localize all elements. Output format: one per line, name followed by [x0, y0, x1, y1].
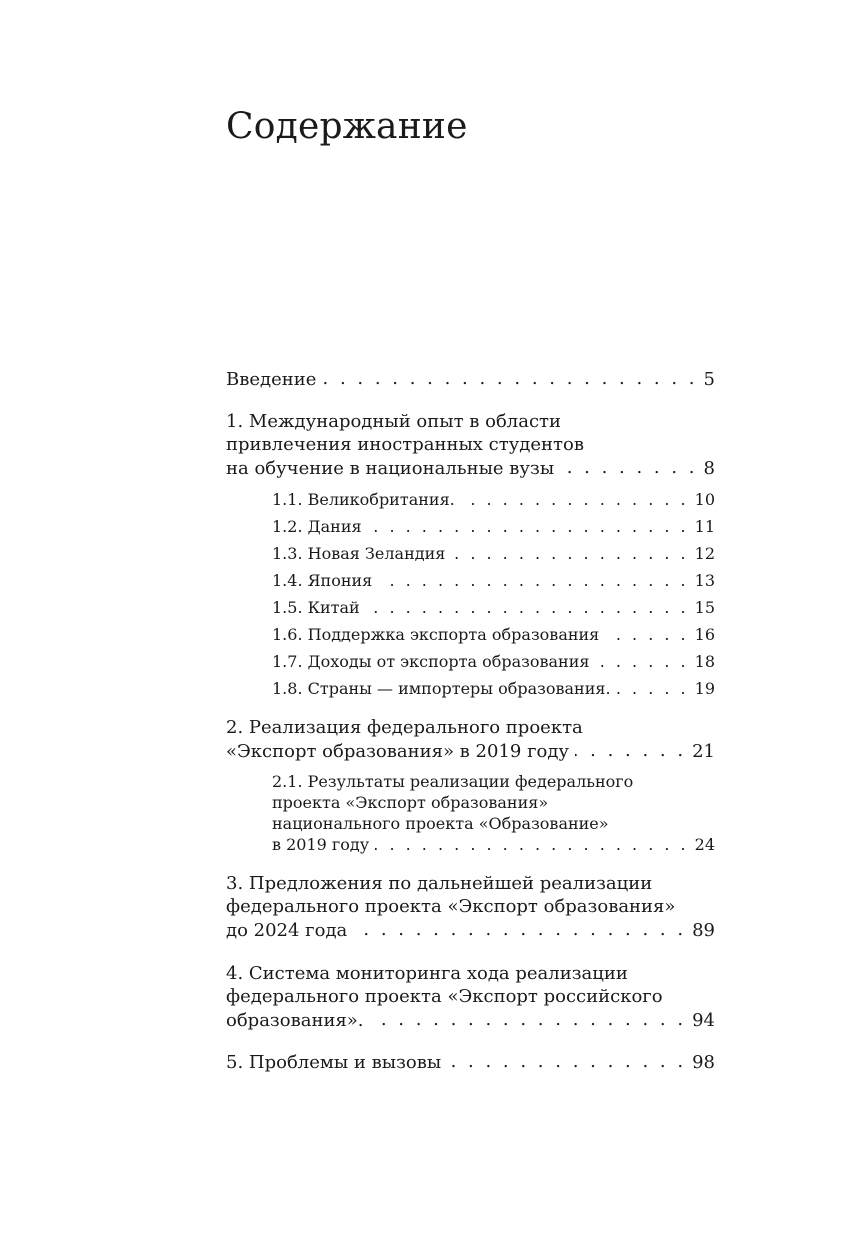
page-title: Содержание: [226, 106, 468, 147]
toc-entry-title: 1.6. Поддержка экспорта образования: [272, 625, 600, 644]
toc-entry-title: 1.2. Дания: [272, 517, 362, 536]
toc-entry-chapter-1[interactable]: [226, 410, 715, 480]
toc-entry-chapter-3[interactable]: [226, 872, 715, 942]
toc-entry-chapter-5[interactable]: [226, 1050, 715, 1074]
toc-entry-title-line: федерального проекта «Экспорт образования»: [226, 896, 676, 917]
toc-page-number: 12: [694, 544, 715, 563]
toc-entry-section-1-2[interactable]: [272, 516, 715, 537]
toc-page-number: 5: [703, 369, 715, 390]
toc-entry-title-line: 2. Реализация федерального проекта: [226, 717, 583, 738]
toc-page-number: 11: [694, 517, 715, 536]
toc-entry-title: 1.3. Новая Зеландия: [272, 544, 446, 563]
toc-entry-title: на обучение в национальные вузы: [226, 458, 555, 479]
toc-entry-title-line: федерального проекта «Экспорт российского: [226, 986, 663, 1007]
dot-leader: [461, 489, 689, 505]
toc-page-number: 21: [692, 741, 715, 762]
dot-leader: [375, 834, 688, 850]
toc-page-number: 16: [694, 625, 715, 644]
dot-leader: [605, 624, 688, 640]
toc-page-number: 89: [692, 920, 715, 941]
toc-entry-section-1-6[interactable]: [272, 624, 715, 645]
toc-entry-section-1-5[interactable]: [272, 597, 715, 618]
dot-leader: [560, 456, 697, 474]
toc-entry-section-1-8[interactable]: [272, 678, 715, 699]
toc-entry-section-1-7[interactable]: [272, 651, 715, 672]
toc-entry-section-1-4[interactable]: [272, 570, 715, 591]
toc-entry-section-1-1[interactable]: [272, 489, 715, 510]
toc-entry-title-line: привлечения иностранных студентов: [226, 434, 584, 455]
dot-leader: [595, 651, 688, 667]
toc-entry-title: 1.1. Великобритания.: [272, 490, 455, 509]
toc-entry-title: «Экспорт образования» в 2019 году: [226, 741, 570, 762]
toc-entry-section-1-3[interactable]: [272, 543, 715, 564]
toc-page-number: 24: [694, 835, 715, 854]
dot-leader: [378, 570, 688, 586]
toc-entry-introduction[interactable]: [226, 367, 715, 391]
toc-entry-title: 1.8. Страны — импортеры образования.: [272, 679, 611, 698]
toc-entry-title: 5. Проблемы и вызовы: [226, 1052, 442, 1073]
dot-leader: [617, 678, 689, 694]
toc-page-number: 10: [694, 490, 715, 509]
toc-entry-title: 1.5. Китай: [272, 598, 360, 617]
toc-page-number: 19: [694, 679, 715, 698]
toc-page-number: 8: [703, 458, 715, 479]
toc-entry-title-line: национального проекта «Образование»: [272, 814, 609, 833]
toc-entry-chapter-4[interactable]: [226, 962, 715, 1032]
dot-leader: [451, 543, 688, 559]
toc-entry-chapter-2[interactable]: [226, 716, 715, 763]
dot-leader: [322, 367, 697, 385]
toc-entry-title: Введение: [226, 369, 317, 390]
toc-entry-title: 1.4. Япония: [272, 571, 373, 590]
dot-leader: [366, 597, 689, 613]
dot-leader: [370, 1008, 687, 1026]
toc-entry-title: 1.7. Доходы от экспорта образования: [272, 652, 590, 671]
dot-leader: [575, 739, 686, 757]
dot-leader: [447, 1050, 686, 1068]
toc-entry-title-line: проекта «Экспорт образования»: [272, 793, 549, 812]
toc-page-number: 15: [694, 598, 715, 617]
toc-page-number: 94: [692, 1010, 715, 1031]
toc-page-number: 98: [692, 1052, 715, 1073]
toc-entry-title: в 2019 году: [272, 835, 370, 854]
dot-leader: [368, 516, 689, 532]
toc-page-number: 13: [694, 571, 715, 590]
toc-entry-title-line: 4. Система мониторинга хода реализации: [226, 963, 628, 984]
toc-entry-title: до 2024 года: [226, 920, 348, 941]
toc-entry-title: образования».: [226, 1010, 364, 1031]
toc-entry-section-2-1[interactable]: [272, 771, 715, 855]
dot-leader: [353, 918, 686, 936]
toc-entry-title-line: 1. Международный опыт в области: [226, 411, 561, 432]
toc-page-number: 18: [694, 652, 715, 671]
toc-entry-title-line: 3. Предложения по дальнейшей реализации: [226, 873, 653, 894]
toc-entry-title-line: 2.1. Результаты реализации федерального: [272, 772, 634, 791]
